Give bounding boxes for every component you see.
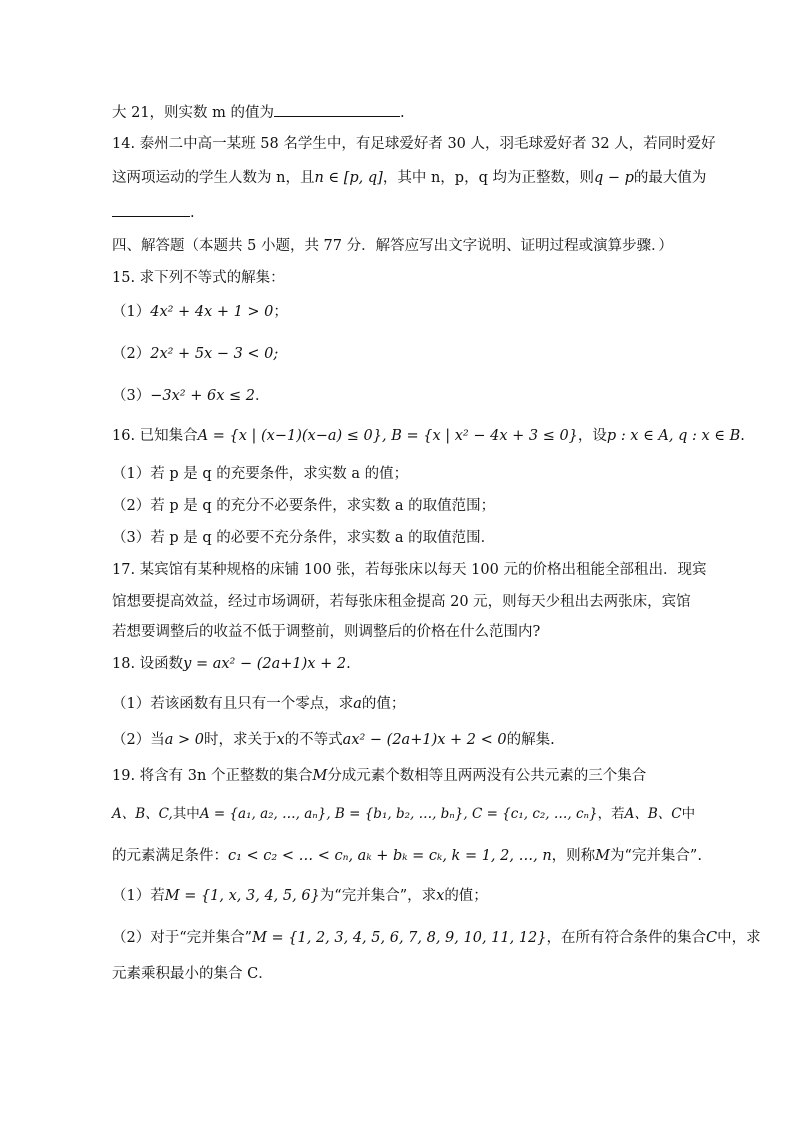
q18-part-2: （2）当a > 0时，求关于x的不等式ax² − (2a+1)x + 2 < 0的解集.: [112, 732, 555, 748]
q16-stem: 16. 已知集合A = {x | (x−1)(x−a) ≤ 0}, B = {x | x² − 4x + 3 ≤ 0}，设p : x ∈ A, q : x ∈ B.: [112, 428, 745, 444]
q19-line-2: A、B、C,其中A = {a₁, a₂, …, aₙ}, B = {b₁, b₂, …, bₙ}, C = {c₁, c₂, …, cₙ}，若A、B、C中: [112, 806, 696, 822]
q19-part-2-line-2: 元素乘积最小的集合 C．: [112, 966, 273, 982]
q19-line-1: 19. 将含有 3n 个正整数的集合M分成元素个数相等且两两没有公共元素的三个集合: [112, 768, 647, 784]
q14-line-2: 这两项运动的学生人数为 n，且n ∈ [p, q]，其中 n，p，q 均为正整数，则q − p的最大值为: [112, 170, 707, 186]
answer-blank: [112, 202, 190, 217]
q16-part-2: （2）若 p 是 q 的充分不必要条件，求实数 a 的取值范围；: [112, 498, 496, 514]
q18-stem: 18. 设函数y = ax² − (2a+1)x + 2.: [112, 656, 351, 672]
answer-blank: [274, 102, 400, 117]
q19-part-1: （1）若M = {1, x, 3, 4, 5, 6}为“完并集合”，求x的值；: [112, 888, 488, 904]
q15-part-1: （1）4x² + 4x + 1 > 0；: [112, 304, 288, 320]
q18-part-1: （1）若该函数有且只有一个零点，求a的值；: [112, 696, 406, 712]
q19-line-3: 的元素满足条件：c₁ < c₂ < … < cₙ, aₖ + bₖ = cₖ, k = 1, 2, …, n，则称M为“完并集合”.: [112, 848, 702, 864]
q15-stem: 15. 求下列不等式的解集：: [112, 270, 285, 286]
q17-line-2: 馆想要提高效益，经过市场调研，若每张床租金提高 20 元，则每天少租出去两张床，宾馆: [112, 594, 691, 610]
q17-line-3: 若想要调整后的收益不低于调整前，则调整后的价格在什么范围内?: [112, 624, 541, 640]
q15-part-2: （2）2x² + 5x − 3 < 0;: [112, 346, 279, 362]
q13-continuation: 大 21，则实数 m 的值为 .: [112, 102, 405, 123]
q15-part-3: （3）−3x² + 6x ≤ 2．: [112, 388, 270, 404]
q19-part-2-line-1: （2）对于“完并集合”M = {1, 2, 3, 4, 5, 6, 7, 8, 9, 10, 11, 12}，在所有符合条件的集合C中，求: [112, 930, 761, 946]
q17-line-1: 17. 某宾馆有某种规格的床铺 100 张，若每张床以每天 100 元的价格出租能全部租出．现宾: [112, 562, 707, 578]
q14-line-3: .: [112, 202, 195, 223]
q16-part-1: （1）若 p 是 q 的充要条件，求实数 a 的值；: [112, 466, 409, 482]
section-4-heading: 四、解答题（本题共 5 小题，共 77 分．解答应写出文字说明、证明过程或演算步骤．）: [112, 238, 673, 254]
q16-part-3: （3）若 p 是 q 的必要不充分条件，求实数 a 的取值范围．: [112, 530, 496, 546]
q14-line-1: 14. 泰州二中高一某班 58 名学生中，有足球爱好者 30 人，羽毛球爱好者 32 人，若同时爱好: [112, 136, 716, 152]
